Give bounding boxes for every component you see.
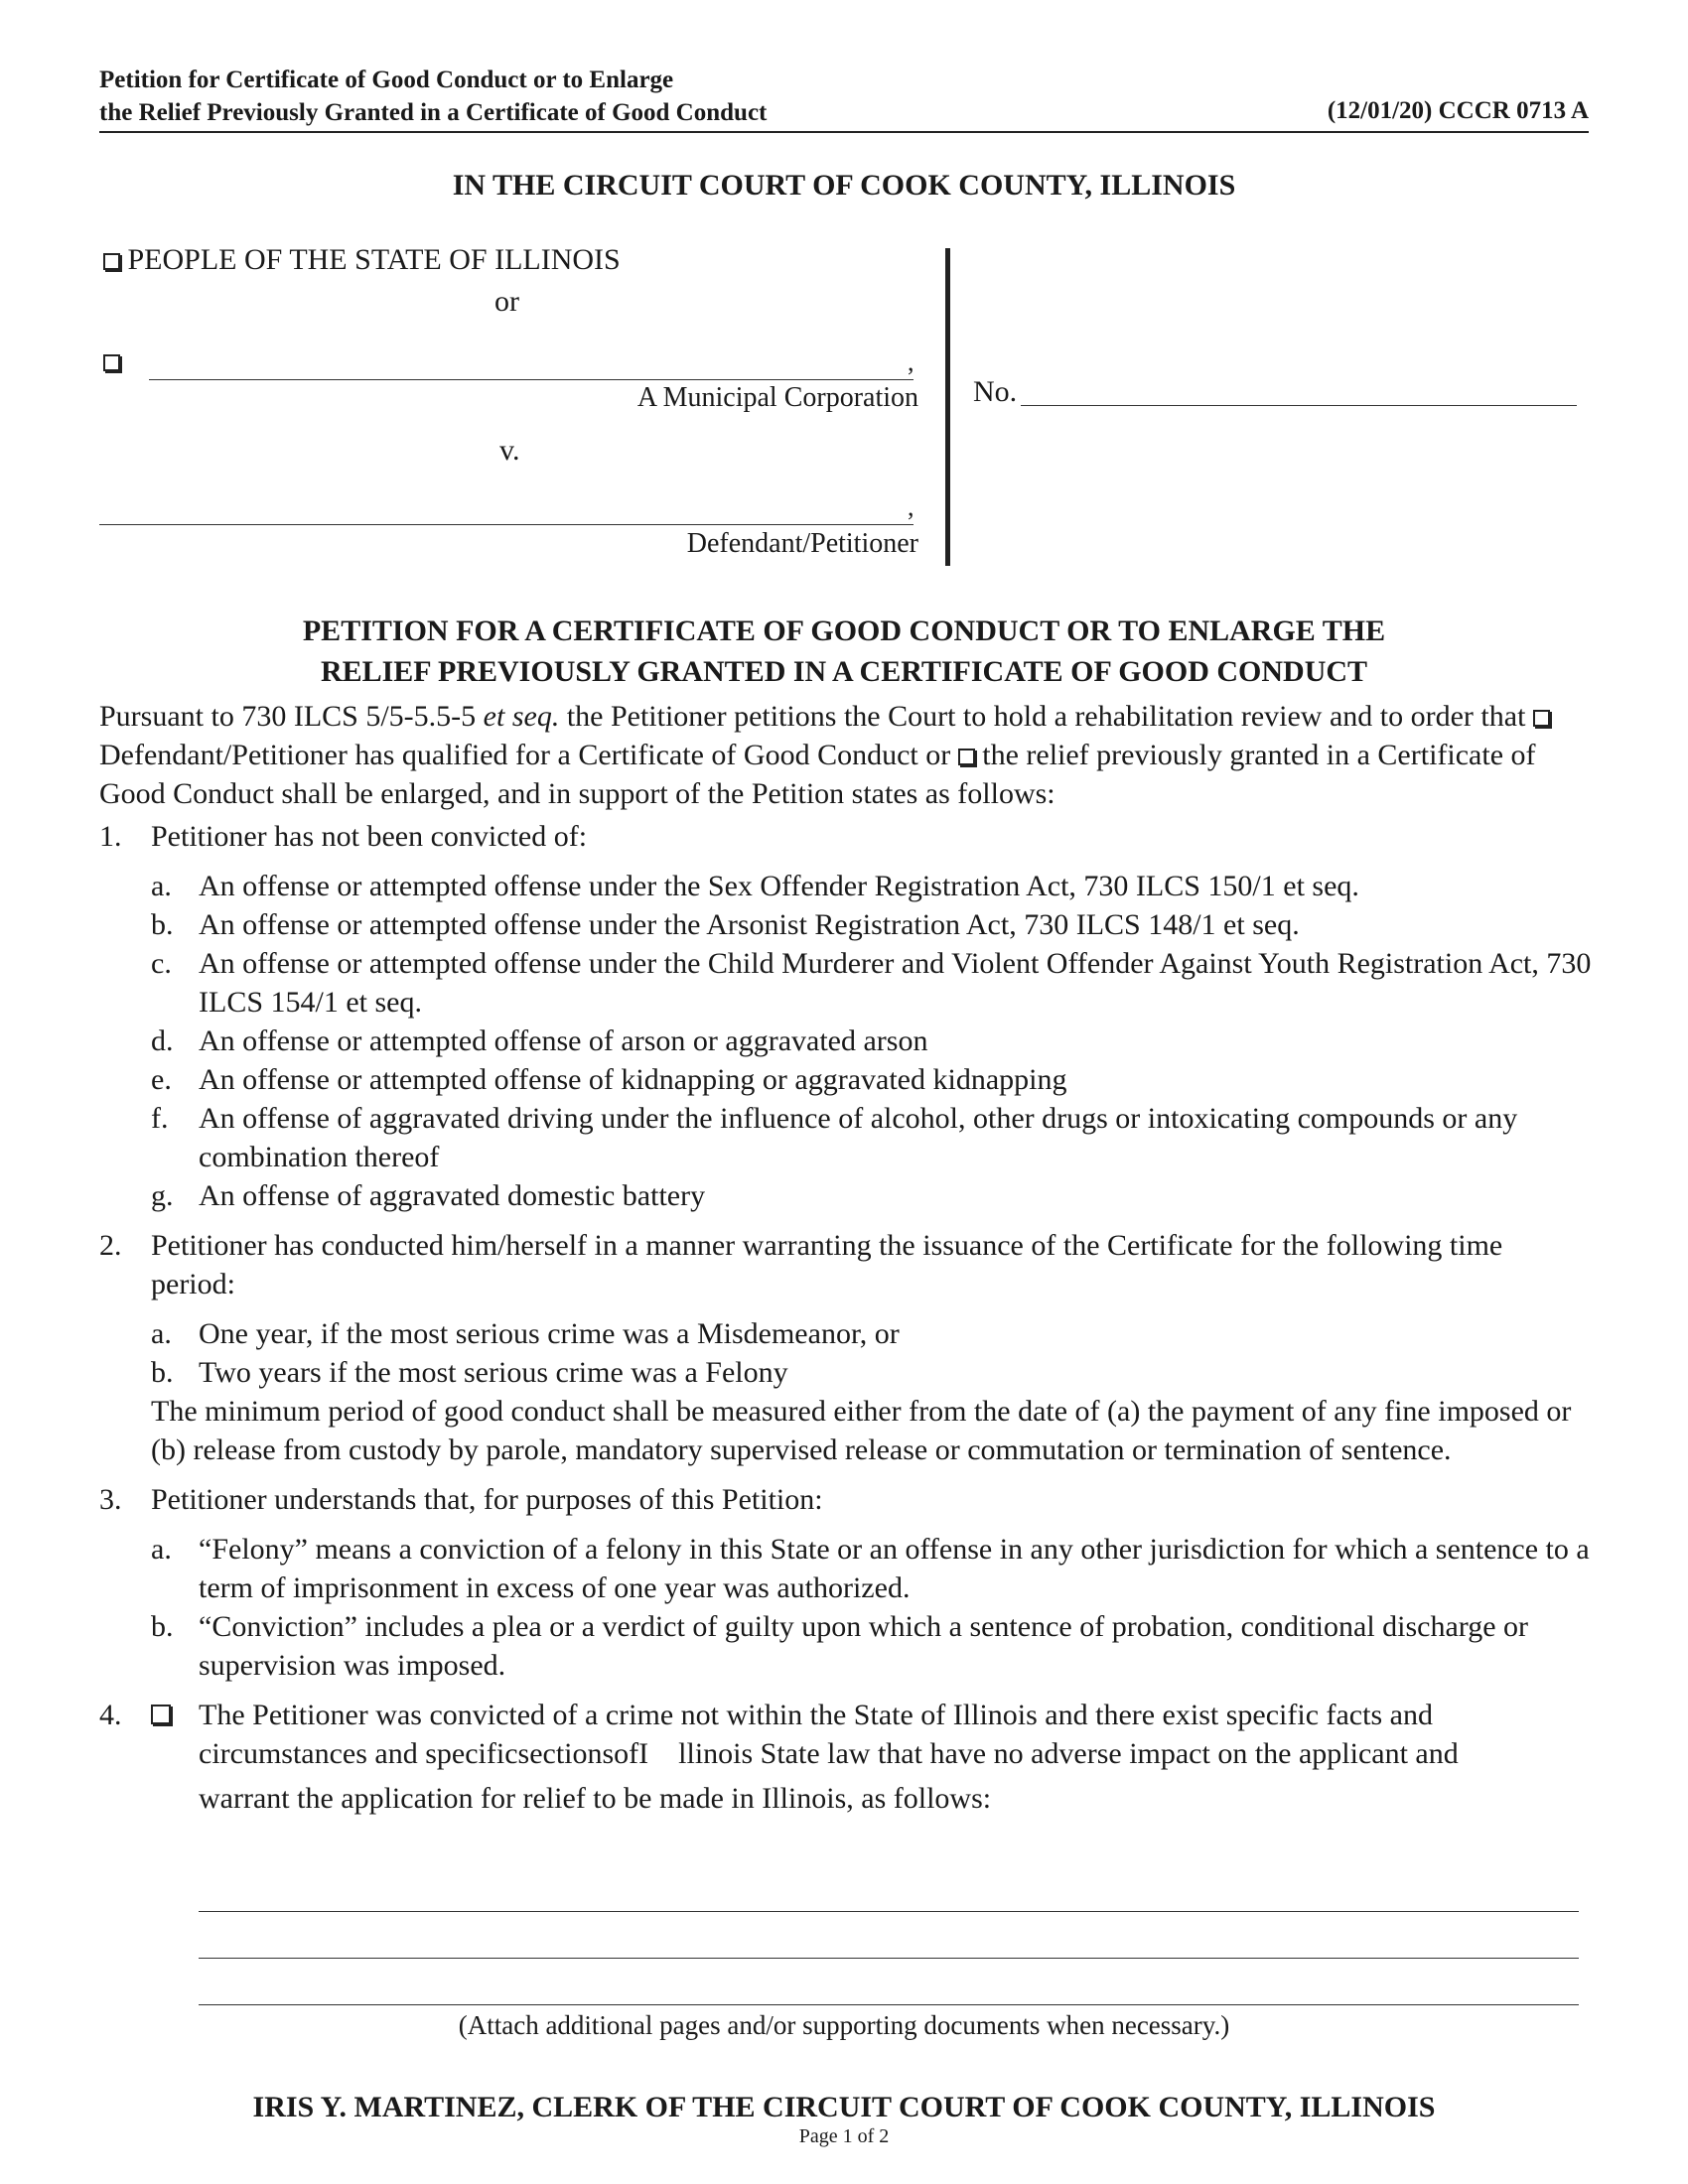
list-item [99,1314,1594,1353]
list-item [99,1530,1594,1607]
people-option [103,243,621,277]
item-text: An offense or attempted offense under the Sex Offender Registration Act, 730 ILCS 150/1 et seq. [199,870,1359,902]
out-of-state-checkbox[interactable] [151,1705,171,1724]
page-number: Page 1 of 2 [798,2125,890,2147]
municipality-comma: , [908,347,914,376]
item-number: 4. [99,1699,122,1731]
item-text: Petitioner understands that, for purposes of this Petition: [151,1483,823,1516]
intro-text-1: Pursuant to 730 ILCS 5/5-5.5-5 [99,700,477,733]
item-number: 2. [99,1229,122,1262]
list-item [99,867,1594,905]
intro-paragraph [99,697,1594,813]
list-item [99,944,1594,1022]
item-text: An offense or attempted offense of arson or aggravated arson [199,1024,928,1057]
item-letter: g. [151,1179,174,1212]
list-item [99,1060,1594,1099]
caption-divider [945,248,950,566]
form-code: (12/01/20) CCCR 0713 A [1327,97,1589,124]
item-text: An offense or attempted offense under the Arsonist Registration Act, 730 ILCS 148/1 et seq. [199,908,1300,941]
item-letter: e. [151,1063,172,1096]
petition-title-line2: RELIEF PREVIOUSLY GRANTED IN A CERTIFICATE OF GOOD CONDUCT [320,655,1368,688]
people-checkbox[interactable] [103,253,120,270]
defendant-petitioner-label: Defendant/Petitioner [686,528,918,559]
item-4 [99,1696,1594,1818]
item-letter: a. [151,870,172,902]
item-text: An offense or attempted offense under the Child Murderer and Violent Offender Against Youth Registration Act, 730 ILCS 154/1 et seq. [199,947,1592,1019]
enlarge-option-text: the relief previously granted in a Certificate of Good Conduct shall be enlarged, and in support of the Petition states as follows: [99,739,1536,810]
case-number-label: No. [973,375,1018,408]
qualified-option-text: Defendant/Petitioner has qualified for a Certificate of Good Conduct or [99,739,951,771]
item-letter: b. [151,1610,174,1643]
municipal-corporation-label: A Municipal Corporation [636,382,918,413]
item-text: “Conviction” includes a plea or a verdict of guilty upon which a sentence of probation, conditional discharge or supervision was imposed. [199,1610,1529,1682]
defendant-name-field[interactable] [99,524,914,525]
item-1 [99,817,1594,856]
explanation-line-3[interactable] [199,2004,1579,2005]
item-letter: a. [151,1317,172,1350]
item-text: Petitioner has not been convicted of: [151,820,588,853]
item-letter: d. [151,1024,174,1057]
list-item [99,905,1594,944]
list-item [99,1022,1594,1060]
defendant-comma: , [908,492,914,521]
item-text: An offense or attempted offense of kidnapping or aggravated kidnapping [199,1063,1067,1096]
header-title-line2: the Relief Previously Granted in a Certificate of Good Conduct [99,99,768,126]
item-4-line2: circumstances and specificsectionsofI llinois State law that have no adverse impact on the applicant and [199,1737,1459,1770]
petition-title-line1: PETITION FOR A CERTIFICATE OF GOOD CONDUCT OR TO ENLARGE THE [302,614,1386,647]
header-title-line1: Petition for Certificate of Good Conduct or to Enlarge [99,67,674,93]
item-text: An offense of aggravated domestic battery [199,1179,706,1212]
item-2 [99,1226,1594,1303]
clerk-footer: IRIS Y. MARTINEZ, CLERK OF THE CIRCUIT COURT OF COOK COUNTY, ILLINOIS [252,2091,1436,2123]
item-text: “Felony” means a conviction of a felony in this State or an offense in any other jurisdiction for which a sentence to a term of imprisonment in excess of one year was authorized. [199,1533,1590,1604]
qualified-checkbox[interactable] [1533,710,1550,727]
case-number-field[interactable] [1021,405,1577,406]
item-letter: b. [151,1356,174,1389]
item-text: Two years if the most serious crime was a Felony [199,1356,788,1389]
item-letter: c. [151,947,172,980]
item-3 [99,1480,1594,1519]
list-item [99,1176,1594,1215]
intro-text-2: the Petitioner petitions the Court to hold a rehabilitation review and to order that [559,700,1526,733]
item-number: 1. [99,820,122,853]
item-letter: f. [151,1102,169,1135]
enlarge-checkbox[interactable] [958,749,975,765]
petition-body [99,697,1594,1818]
people-label: PEOPLE OF THE STATE OF ILLINOIS [127,243,621,276]
list-item [99,1099,1594,1176]
item-letter: a. [151,1533,172,1566]
versus-label: v. [499,434,520,467]
court-name: IN THE CIRCUIT COURT OF COOK COUNTY, ILLINOIS [452,169,1236,202]
item-letter: b. [151,908,174,941]
item-number: 3. [99,1483,122,1516]
item-4-line1: The Petitioner was convicted of a crime not within the State of Illinois and there exist specific facts and [199,1699,1433,1731]
petition-title [0,611,1688,692]
good-conduct-note: The minimum period of good conduct shall be measured either from the date of (a) the payment of any fine imposed or (b) release from custody by parole, mandatory supervised release or commutation or termination of sentence. [151,1395,1572,1466]
intro-et-seq: et seq. [483,700,560,733]
explanation-line-2[interactable] [199,1958,1579,1959]
item-4-line3: warrant the application for relief to be made in Illinois, as follows: [199,1782,992,1815]
header-rule [99,131,1589,133]
list-item [99,1607,1594,1685]
item-text: Petitioner has conducted him/herself in a manner warranting the issuance of the Certificate for the following time period: [151,1229,1503,1300]
municipality-name-field[interactable] [149,379,914,380]
item-text: One year, if the most serious crime was a Misdemeanor, or [199,1317,900,1350]
explanation-line-1[interactable] [199,1911,1579,1912]
item-text: An offense of aggravated driving under the influence of alcohol, other drugs or intoxicating compounds or any combination thereof [199,1102,1518,1173]
list-item [99,1353,1594,1392]
municipal-checkbox[interactable] [103,354,120,371]
form-header-title [99,64,767,129]
or-label: or [494,285,519,318]
attach-note: (Attach additional pages and/or supporting documents when necessary.) [458,2010,1230,2040]
